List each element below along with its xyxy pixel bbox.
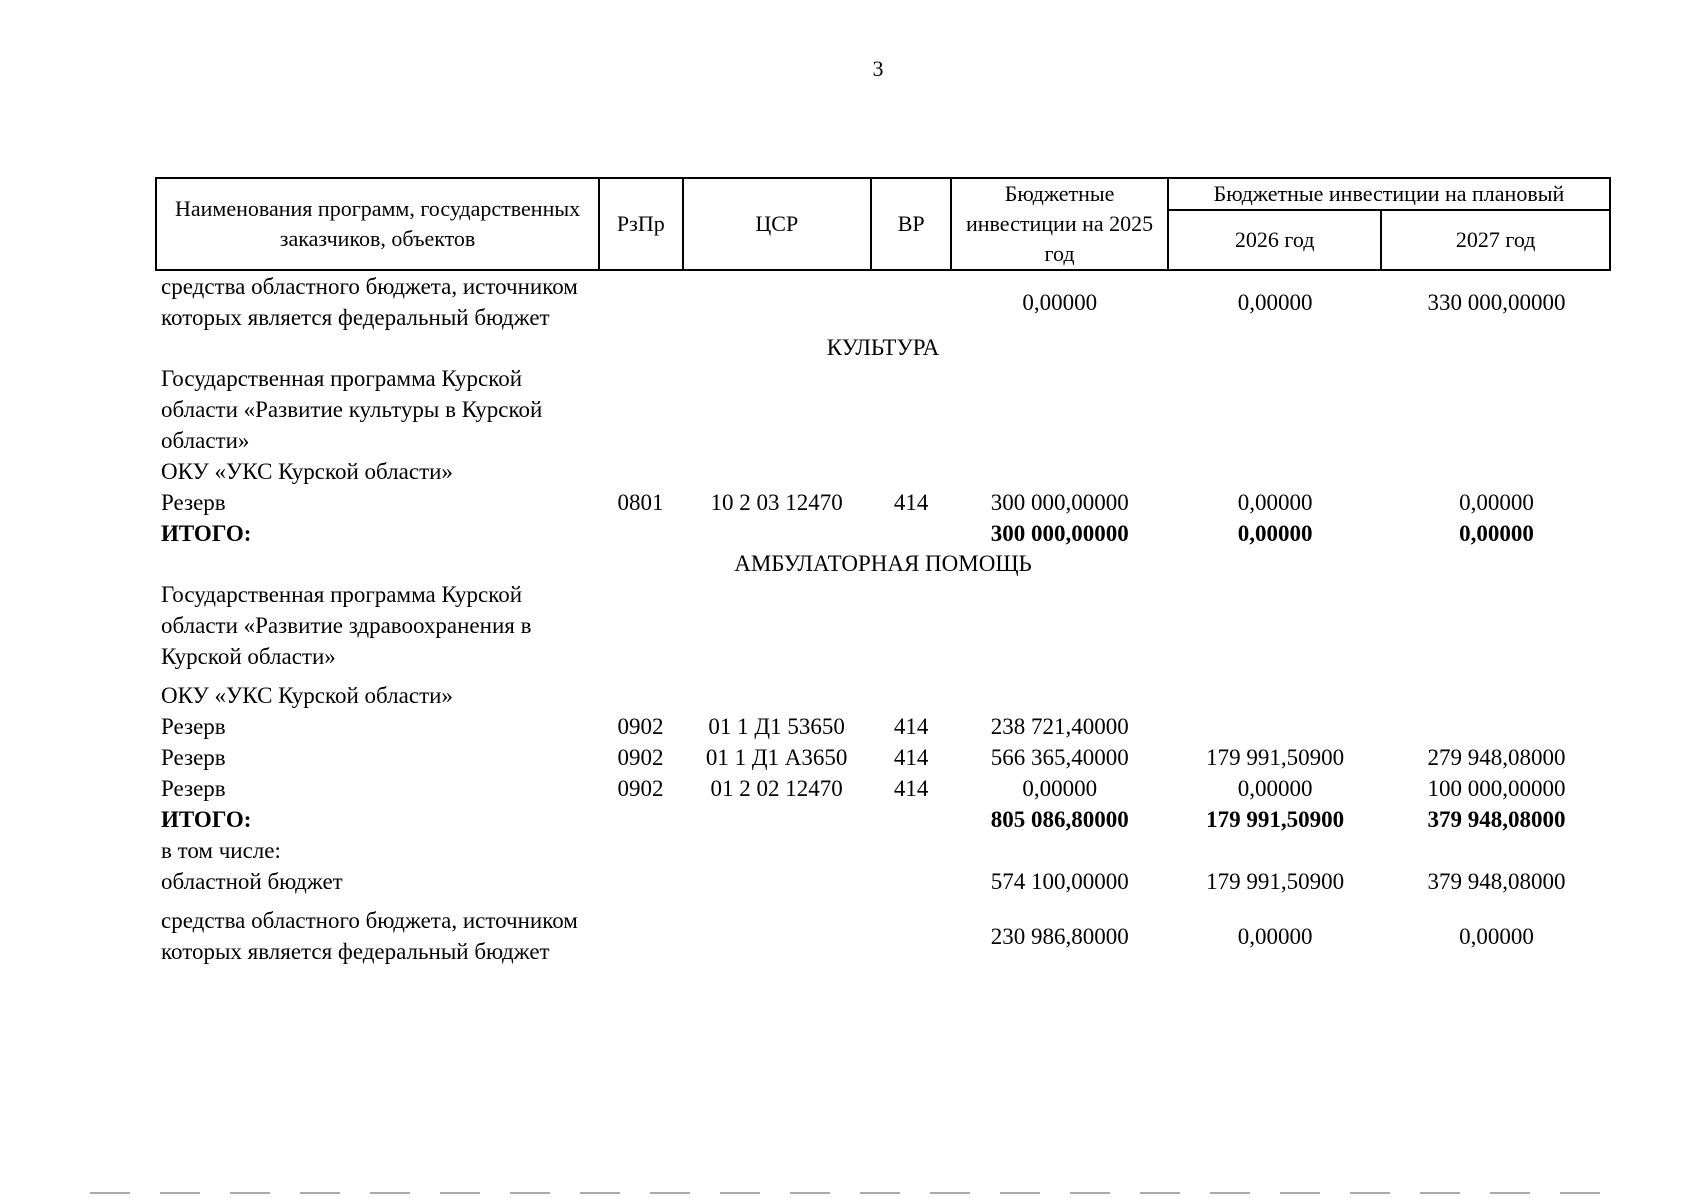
table-row: Государственная программа Курской области «Развитие здравоохранения в Курской области» <box>161 582 532 669</box>
total-row: ИТОГО: 300 000,00000 0,00000 0,00000 <box>161 521 1534 546</box>
header-vr: ВР <box>871 178 951 270</box>
header-name: Наименования программ, государственных заказчиков, объектов <box>156 178 599 270</box>
table-row: ОКУ «УКС Курской области» <box>161 459 453 484</box>
budget-table <box>155 177 1611 967</box>
header-2026: 2026 год <box>1168 210 1381 270</box>
section-heading: АМБУЛАТОРНАЯ ПОМОЩЬ <box>734 551 1032 576</box>
page-number: 3 <box>872 56 884 81</box>
section-heading: КУЛЬТУРА <box>826 335 940 360</box>
header-csr: ЦСР <box>683 178 872 270</box>
header-2025: Бюджетные инвестиции на 2025 год <box>951 178 1168 270</box>
table-header <box>155 177 1611 271</box>
table-row: областной бюджет 574 100,00000 179 991,50900 379 948,08000 <box>161 869 1566 894</box>
header-2027: 2027 год <box>1381 210 1610 270</box>
header-plan: Бюджетные инвестиции на плановый <box>1168 178 1610 210</box>
table-row: Резерв 0902 01 1 Д1 53650 414 238 721,40000 <box>161 714 1129 739</box>
table-row: Резерв 0902 01 2 02 12470 414 0,00000 0,00000 100 000,00000 <box>161 776 1566 801</box>
table-row: Государственная программа Курской области «Развитие культуры в Курской области» <box>161 366 543 453</box>
header-rzpr: РзПр <box>599 178 682 270</box>
table-row: средства областного бюджета, источником которых является федеральный бюджет 0,00000 0,00000 330 000,00000 <box>161 274 1566 330</box>
scan-artifact <box>90 1192 1630 1194</box>
table-row: Резерв 0902 01 1 Д1 А3650 414 566 365,40000 179 991,50900 279 948,08000 <box>161 745 1566 770</box>
table-row: в том числе: <box>161 838 281 863</box>
table-row: ОКУ «УКС Курской области» <box>161 683 453 708</box>
table-body <box>155 271 1611 967</box>
total-row: ИТОГО: 805 086,80000 179 991,50900 379 948,08000 <box>161 807 1566 832</box>
table-row: Резерв 0801 10 2 03 12470 414 300 000,00000 0,00000 0,00000 <box>161 490 1534 515</box>
table-row: средства областного бюджета, источником которых является федеральный бюджет 230 986,80000 0,00000 0,00000 <box>161 908 1534 964</box>
